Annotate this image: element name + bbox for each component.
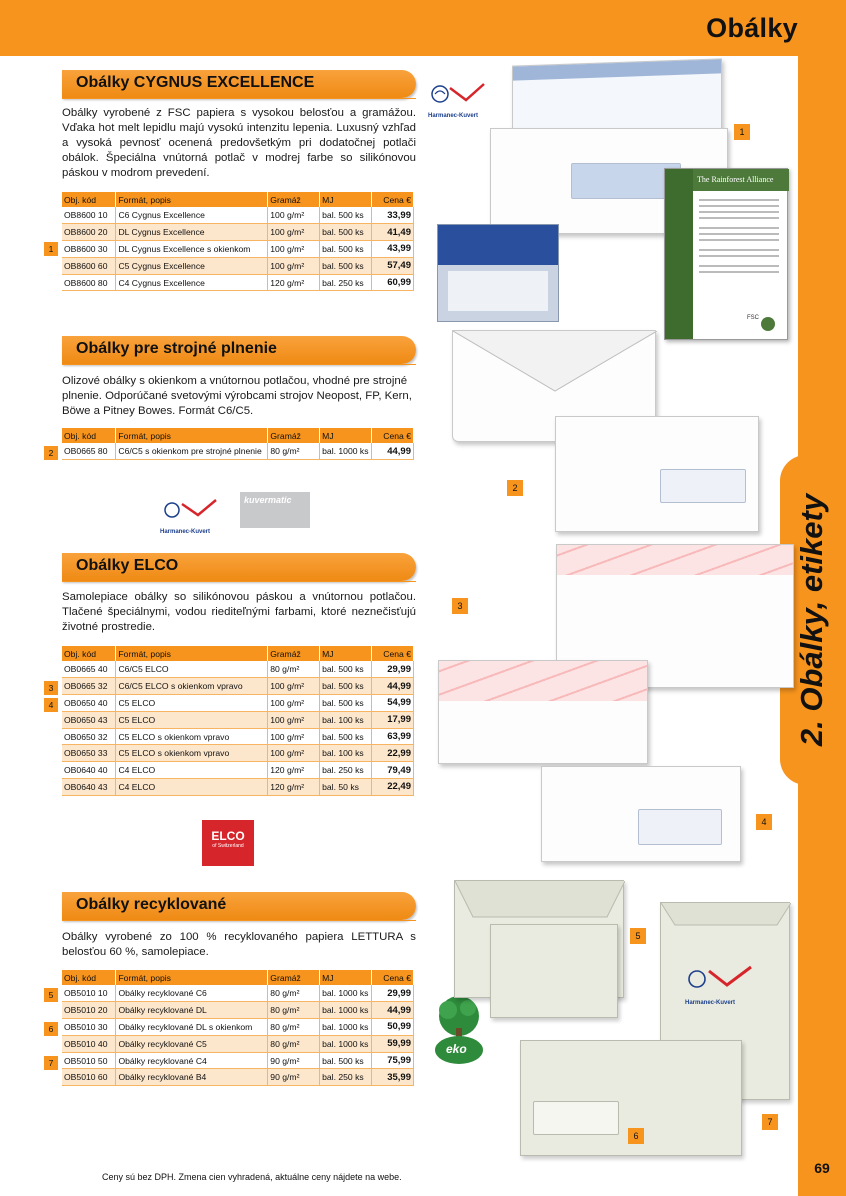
col-format: Formát, popis	[116, 428, 268, 443]
table-header	[62, 192, 414, 207]
cell-gram: 80 g/m²	[268, 985, 320, 1002]
blue-inner-print	[438, 225, 558, 265]
col-unit: MJ	[320, 646, 372, 661]
col-price: Cena €	[372, 428, 414, 443]
cell-unit: bal. 1000 ks	[320, 443, 372, 460]
elco-logo	[202, 820, 254, 866]
harmanec-icon	[428, 80, 488, 114]
cell-name: DL Cygnus Excellence s okienkom	[116, 241, 268, 258]
silicone-strip	[448, 271, 548, 311]
cell-gram: 120 g/m²	[268, 762, 320, 779]
cell-name: Obálky recyklované C5	[116, 1035, 268, 1052]
cell-price: 63,99	[372, 728, 414, 745]
table-row	[62, 1052, 414, 1069]
col-unit: MJ	[320, 970, 372, 985]
cell-name: DL Cygnus Excellence	[116, 224, 268, 241]
table-row	[62, 241, 414, 258]
cell-unit: bal. 500 ks	[320, 224, 372, 241]
eko-logo-text: eko	[446, 1042, 467, 1056]
row-ref-badge: 6	[44, 1022, 58, 1036]
elco-logo-name: ELCO	[211, 829, 245, 843]
table-row	[62, 762, 414, 779]
cell-name: Obálky recyklované DL	[116, 1002, 268, 1019]
product-table-elco	[62, 646, 414, 796]
table-row	[62, 711, 414, 728]
cell-price: 59,99	[372, 1035, 414, 1052]
cell-gram: 90 g/m²	[268, 1069, 320, 1086]
cell-name: C5 Cygnus Excellence	[116, 257, 268, 274]
cell-unit: bal. 250 ks	[320, 274, 372, 291]
section-divider	[62, 581, 416, 582]
table-header	[62, 970, 414, 985]
cell-name: C6/C5 s okienkom pre strojné plnenie	[116, 443, 268, 460]
envelope-closeup-photo	[437, 224, 559, 322]
table-row	[62, 1002, 414, 1019]
table-row	[62, 661, 414, 678]
col-price: Cena €	[372, 192, 414, 207]
cell-gram: 100 g/m²	[268, 745, 320, 762]
cell-price: 50,99	[372, 1019, 414, 1036]
cell-gram: 80 g/m²	[268, 443, 320, 460]
col-code: Obj. kód	[62, 646, 116, 661]
cell-price: 35,99	[372, 1069, 414, 1086]
image-tag: 7	[762, 1114, 778, 1130]
col-format: Formát, popis	[116, 192, 268, 207]
cell-name: Obálky recyklované DL s okienkom	[116, 1019, 268, 1036]
col-gram: Gramáž	[268, 970, 320, 985]
section-title-machine: Obálky pre strojné plnenie	[62, 336, 416, 364]
table-row	[62, 779, 414, 796]
cell-unit: bal. 500 ks	[320, 257, 372, 274]
section-description-elco: Samolepiace obálky so silikónovou páskou a vnútornou potlačou. Tlačené špeciálnymi, vodou riediteľnými farbami, ktoré neznečisťujú životné prostredie.	[62, 591, 416, 633]
cell-code: OB0640 40	[62, 762, 116, 779]
cell-unit: bal. 100 ks	[320, 745, 372, 762]
harmanec-logo-text: Harmanec-Kuvert	[428, 113, 479, 119]
cell-code: OB5010 40	[62, 1035, 116, 1052]
envelope-image-recycled-dl	[490, 924, 618, 1018]
cell-code: OB5010 50	[62, 1052, 116, 1069]
harmanec-logo-text: Harmanec-Kuvert	[160, 529, 211, 535]
cell-price: 54,99	[372, 695, 414, 712]
certificate-text-lines	[699, 199, 779, 201]
product-table-cygnus	[62, 192, 414, 291]
cell-unit: bal. 500 ks	[320, 241, 372, 258]
cell-price: 60,99	[372, 274, 414, 291]
certificate-title: The Rainforest Alliance	[693, 169, 789, 191]
row-ref-badge: 4	[44, 698, 58, 712]
cell-gram: 90 g/m²	[268, 1052, 320, 1069]
table-row	[62, 985, 414, 1002]
cell-code: OB8600 80	[62, 274, 116, 291]
cell-code: OB5010 30	[62, 1019, 116, 1036]
col-format: Formát, popis	[116, 970, 268, 985]
cell-price: 44,99	[372, 678, 414, 695]
cell-name: C5 ELCO s okienkom vpravo	[116, 745, 268, 762]
cell-gram: 100 g/m²	[268, 241, 320, 258]
row-ref-badge: 5	[44, 988, 58, 1002]
product-table-recycled	[62, 970, 414, 1086]
col-price: Cena €	[372, 970, 414, 985]
envelope-image-machine-front	[555, 416, 759, 532]
fsc-mark: FSC	[747, 315, 759, 321]
row-ref-badge: 7	[44, 1056, 58, 1070]
section-divider	[62, 364, 416, 365]
cell-price: 29,99	[372, 661, 414, 678]
col-unit: MJ	[320, 192, 372, 207]
harmanec-logo	[160, 498, 220, 535]
section-title-cygnus: Obálky CYGNUS EXCELLENCE	[62, 70, 416, 98]
page-number: 69	[814, 1160, 830, 1176]
cell-price: 44,99	[372, 443, 414, 460]
cell-code: OB0640 43	[62, 779, 116, 796]
col-unit: MJ	[320, 428, 372, 443]
table-row	[62, 678, 414, 695]
cell-price: 17,99	[372, 711, 414, 728]
row-ref-badge: 2	[44, 446, 58, 460]
cell-name: C5 ELCO s okienkom vpravo	[116, 728, 268, 745]
col-gram: Gramáž	[268, 646, 320, 661]
harmanec-icon	[160, 498, 220, 524]
cell-name: C6/C5 ELCO s okienkom vpravo	[116, 678, 268, 695]
row-ref-badge: 1	[44, 242, 58, 256]
table-row	[62, 695, 414, 712]
cell-gram: 80 g/m²	[268, 1035, 320, 1052]
cell-name: C5 ELCO	[116, 695, 268, 712]
table-row	[62, 745, 414, 762]
cell-name: Obálky recyklované C4	[116, 1052, 268, 1069]
cell-name: C5 ELCO	[116, 711, 268, 728]
section-title-recycled: Obálky recyklované	[62, 892, 416, 920]
envelope-flap-lines	[453, 331, 657, 393]
cell-gram: 100 g/m²	[268, 678, 320, 695]
cell-gram: 100 g/m²	[268, 728, 320, 745]
cell-price: 75,99	[372, 1052, 414, 1069]
cell-gram: 120 g/m²	[268, 274, 320, 291]
cell-gram: 80 g/m²	[268, 1002, 320, 1019]
envelope-window	[533, 1101, 619, 1135]
page-title: Obálky	[706, 13, 798, 43]
table-row	[62, 1019, 414, 1036]
cell-gram: 120 g/m²	[268, 779, 320, 796]
col-price: Cena €	[372, 646, 414, 661]
section-title-elco: Obálky ELCO	[62, 553, 416, 581]
cell-name: C4 ELCO	[116, 779, 268, 796]
cell-gram: 100 g/m²	[268, 224, 320, 241]
cell-price: 43,99	[372, 241, 414, 258]
harmanec-icon	[685, 965, 755, 995]
cell-name: Obálky recyklované B4	[116, 1069, 268, 1086]
cell-code: OB0665 40	[62, 661, 116, 678]
cell-price: 22,99	[372, 745, 414, 762]
table-row	[62, 728, 414, 745]
cell-code: OB0650 40	[62, 695, 116, 712]
table-header	[62, 428, 414, 443]
cell-code: OB8600 30	[62, 241, 116, 258]
elco-logo-tagline: of Switzerland	[212, 843, 244, 849]
cell-name: C4 Cygnus Excellence	[116, 274, 268, 291]
harmanec-logo	[685, 965, 755, 1006]
envelope-window	[638, 809, 722, 845]
envelope-flap	[513, 59, 721, 80]
cell-code: OB0665 32	[62, 678, 116, 695]
cell-price: 41,49	[372, 224, 414, 241]
cell-code: OB5010 20	[62, 1002, 116, 1019]
table-header	[62, 646, 414, 661]
eko-logo	[428, 994, 490, 1066]
cell-code: OB8600 20	[62, 224, 116, 241]
rainforest-certificate	[664, 168, 788, 340]
col-format: Formát, popis	[116, 646, 268, 661]
col-code: Obj. kód	[62, 428, 116, 443]
envelope-image-elco-c5	[438, 660, 648, 764]
cell-unit: bal. 500 ks	[320, 207, 372, 224]
col-code: Obj. kód	[62, 192, 116, 207]
cell-name: Obálky recyklované C6	[116, 985, 268, 1002]
cell-price: 22,49	[372, 779, 414, 796]
cell-unit: bal. 1000 ks	[320, 985, 372, 1002]
cell-unit: bal. 500 ks	[320, 678, 372, 695]
cell-price: 44,99	[372, 1002, 414, 1019]
elco-print-strip	[439, 661, 647, 701]
cell-price: 57,49	[372, 257, 414, 274]
image-tag: 2	[507, 480, 523, 496]
cell-code: OB0650 33	[62, 745, 116, 762]
cell-unit: bal. 100 ks	[320, 711, 372, 728]
col-code: Obj. kód	[62, 970, 116, 985]
table-row	[62, 207, 414, 224]
kuvermatic-logo: kuvermatic	[240, 492, 310, 528]
table-row	[62, 257, 414, 274]
cell-gram: 100 g/m²	[268, 207, 320, 224]
cell-price: 29,99	[372, 985, 414, 1002]
cell-code: OB8600 10	[62, 207, 116, 224]
cell-unit: bal. 50 ks	[320, 779, 372, 796]
elco-print-strip	[557, 545, 793, 575]
section-description-cygnus: Obálky vyrobené z FSC papiera s vysokou belosťou a gramážou. Vďaka hot melt lepidlu majú vysokú intenzitu lepenia. Luxusný vzhľad a vysoká pevnosť ocenená predovšetkým pri dodatočnej potlači obálok. Špeciálna vnútorná potlač v modrej farbe so silikónovou páskou v modrom prevedení.	[62, 107, 416, 179]
cell-gram: 100 g/m²	[268, 695, 320, 712]
frog-seal-icon	[761, 317, 775, 331]
cell-unit: bal. 500 ks	[320, 695, 372, 712]
cell-unit: bal. 250 ks	[320, 762, 372, 779]
cell-unit: bal. 1000 ks	[320, 1035, 372, 1052]
image-tag: 6	[628, 1128, 644, 1144]
envelope-flap-lines	[661, 903, 791, 929]
cell-name: C4 ELCO	[116, 762, 268, 779]
cell-gram: 100 g/m²	[268, 257, 320, 274]
envelope-image-elco-window	[541, 766, 741, 862]
section-description-recycled: Obálky vyrobené zo 100 % recyklovaného papiera LETTURA s belosťou 60 %, samolepiace.	[62, 931, 416, 958]
cell-code: OB0650 43	[62, 711, 116, 728]
table-row	[62, 1035, 414, 1052]
cell-code: OB8600 60	[62, 257, 116, 274]
cell-gram: 80 g/m²	[268, 661, 320, 678]
forest-photo-strip	[665, 169, 693, 339]
cell-code: OB0665 80	[62, 443, 116, 460]
cell-code: OB5010 60	[62, 1069, 116, 1086]
col-gram: Gramáž	[268, 192, 320, 207]
section-description-machine: Olizové obálky s okienkom a vnútornou potlačou, vhodné pre strojné plnenie. Odporúčané svetovými výrobcami strojov Neopost, FP, Kern, Böwe a Pitney Bowes. Formát C6/C5.	[62, 375, 412, 417]
image-tag: 5	[630, 928, 646, 944]
cell-price: 33,99	[372, 207, 414, 224]
product-table-machine	[62, 428, 414, 460]
envelope-window	[660, 469, 746, 503]
footer-note: Ceny sú bez DPH. Zmena cien vyhradená, aktuálne ceny nájdete na webe.	[102, 1172, 402, 1182]
cell-unit: bal. 1000 ks	[320, 1019, 372, 1036]
cell-gram: 80 g/m²	[268, 1019, 320, 1036]
image-tag: 1	[734, 124, 750, 140]
cell-price: 79,49	[372, 762, 414, 779]
envelope-flap-lines	[455, 881, 625, 921]
harmanec-logo-text: Harmanec-Kuvert	[685, 1000, 736, 1006]
image-tag: 4	[756, 814, 772, 830]
table-row	[62, 443, 414, 460]
cell-unit: bal. 1000 ks	[320, 1002, 372, 1019]
table-row	[62, 274, 414, 291]
harmanec-logo	[428, 80, 488, 119]
chapter-label: 2. Obálky, etikety	[794, 493, 829, 747]
cell-unit: bal. 500 ks	[320, 1052, 372, 1069]
cell-name: C6/C5 ELCO	[116, 661, 268, 678]
row-ref-badge: 3	[44, 681, 58, 695]
cell-code: OB0650 32	[62, 728, 116, 745]
table-row	[62, 224, 414, 241]
cell-gram: 100 g/m²	[268, 711, 320, 728]
cell-unit: bal. 500 ks	[320, 728, 372, 745]
table-row	[62, 1069, 414, 1086]
section-divider	[62, 920, 416, 921]
section-divider	[62, 98, 416, 99]
col-gram: Gramáž	[268, 428, 320, 443]
cell-name: C6 Cygnus Excellence	[116, 207, 268, 224]
cell-unit: bal. 250 ks	[320, 1069, 372, 1086]
cell-unit: bal. 500 ks	[320, 661, 372, 678]
cell-code: OB5010 10	[62, 985, 116, 1002]
image-tag: 3	[452, 598, 468, 614]
